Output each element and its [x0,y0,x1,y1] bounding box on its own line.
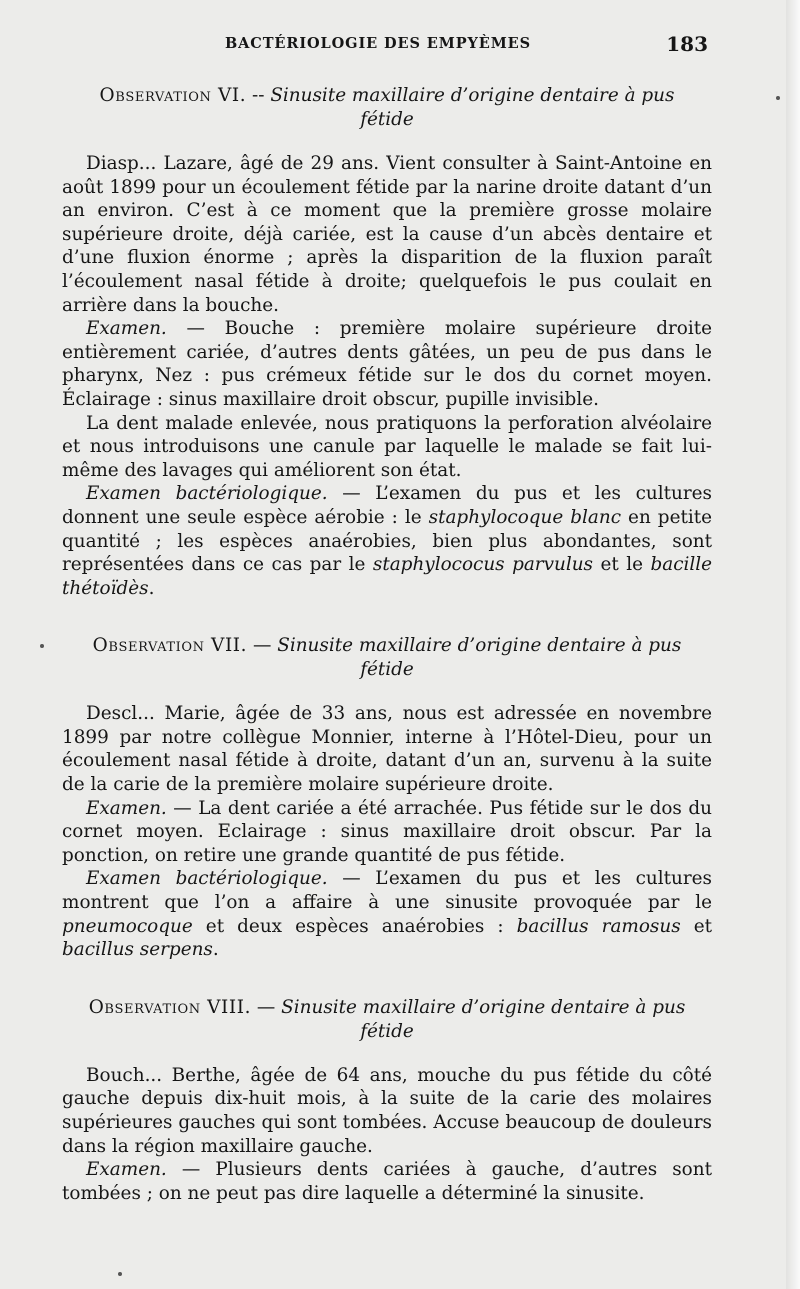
observation-label: Observation VIII. [88,996,252,1018]
scan-edge [786,0,800,1289]
page-header [62,32,712,59]
bacteriology-text: — L’examen du pus et les cultures montrent que l’on a affaire à une sinusite provoquée par le [62,868,712,914]
bacteriology-paragraph [62,867,712,961]
examination-text: — La dent cariée a été arrachée. Pus fétide sur le dos du cornet moyen. Eclairage : sinus maxillaire droit obscur. Par la ponction, on retire une grande quantité de pus fétide. [62,797,712,866]
observation-heading [82,996,692,1044]
case-history: Diasp... Lazare, âgé de 29 ans. Vient consulter à Saint-Antoine en août 1899 pour un écoulement fétide par la narine droite datant d’un an environ. C’est à ce moment que la première grosse molaire supérieure droite, déjà cariée, est la cause d’un abcès dentaire et d’une fluxion énorme ; après la disparition de la fluxion paraît l’écoulement nasal fétide à droite; quelquefois le pus coulait en arrière dans la bouche. [62,153,712,316]
bacteriology-text: et [680,915,713,937]
species-name: staphylococus parvulus [372,554,593,576]
scan-speck [40,644,44,648]
page-number: 183 [666,32,708,56]
section-spacer [62,600,712,634]
bacteriology-text: et deux espèces anaérobies : [192,915,517,937]
observation-title: Sinusite maxillaire d’origine dentaire à pus fétide [270,85,675,130]
examination-text: — Plusieurs dents cariées à gauche, d’autres sont tombées ; on ne peut pas dire laquelle a déterminé la sinusite. [62,1159,712,1204]
species-name: bacillus ramosus [516,915,681,937]
bacteriology-text: en petite quantité ; les espèces anaérobies, bien plus abondantes, sont représentées dans ce cas par le [62,506,713,576]
scan-speck [776,96,780,100]
bacteriology-label: Examen bactériologique. [86,483,328,505]
scan-speck [118,1272,122,1276]
treatment-paragraph: La dent malade enlevée, nous pratiquons la perforation alvéolaire et nous introduisons une canule par laquelle le malade se fait lui-même des lavages qui améliorent son état. [62,412,712,481]
observation-7 [62,634,712,962]
examination-paragraph [62,1158,712,1205]
running-title: BACTÉRIOLOGIE DES EMPYÈMES [225,35,531,52]
heading-dash: — [256,996,276,1018]
species-name: bacille thétoïdès [62,554,713,599]
observation-label: Observation VII. [92,635,248,657]
section-spacer [62,962,712,996]
bacteriology-label: Examen bactériologique. [86,868,328,890]
observation-label: Observation VI. [99,85,247,106]
observation-heading [82,84,692,132]
examination-paragraph [62,797,712,868]
page-body [62,84,712,1205]
species-name: bacillus serpens [62,939,213,961]
examination-paragraph [62,317,712,411]
bacteriology-text: — L’examen du pus et les cultures donnent une seule espèce aérobie : le [62,483,712,528]
examination-text: — Bouche : première molaire supérieure droite entièrement cariée, d’autres dents gâtées, un peu de pus dans le pharynx, Nez : pus crémeux fétide sur le dos du cornet moyen. Éclairage : sinus maxillaire droit obscur, pupille invisible. [62,318,712,410]
examination-label: Examen. [86,797,167,819]
examination-label: Examen. [86,318,167,340]
bacteriology-text: et le [593,554,651,576]
species-name: staphylocoque blanc [428,506,622,528]
heading-dash: -- [252,85,265,106]
observation-heading [82,634,692,682]
observation-title: Sinusite maxillaire d’origine dentaire à pus fétide [281,996,686,1042]
observation-title: Sinusite maxillaire d’origine dentaire à pus fétide [277,635,682,681]
bacteriology-text: . [148,577,155,599]
observation-8 [62,996,712,1206]
observation-6 [62,84,712,600]
heading-dash: — [252,635,272,657]
case-history: Bouch... Berthe, âgée de 64 ans, mouche du pus fétide du côté gauche depuis dix-huit mois, à la suite de la carie des molaires supérieures gauches qui sont tombées. Accuse beaucoup de douleurs dans la région maxillaire gauche. [62,1064,712,1157]
bacteriology-text: . [212,939,219,961]
species-name: pneumocoque [62,915,193,937]
examination-label: Examen. [86,1159,167,1181]
bacteriology-paragraph [62,482,712,600]
case-history: Descl... Marie, âgée de 33 ans, nous est adressée en novembre 1899 par notre collègue Monnier, interne à l’Hôtel-Dieu, pour un écoulement nasal fétide à droite, datant d’un an, survenu à la suite de la carie de la première molaire supérieure droite. [62,703,712,796]
